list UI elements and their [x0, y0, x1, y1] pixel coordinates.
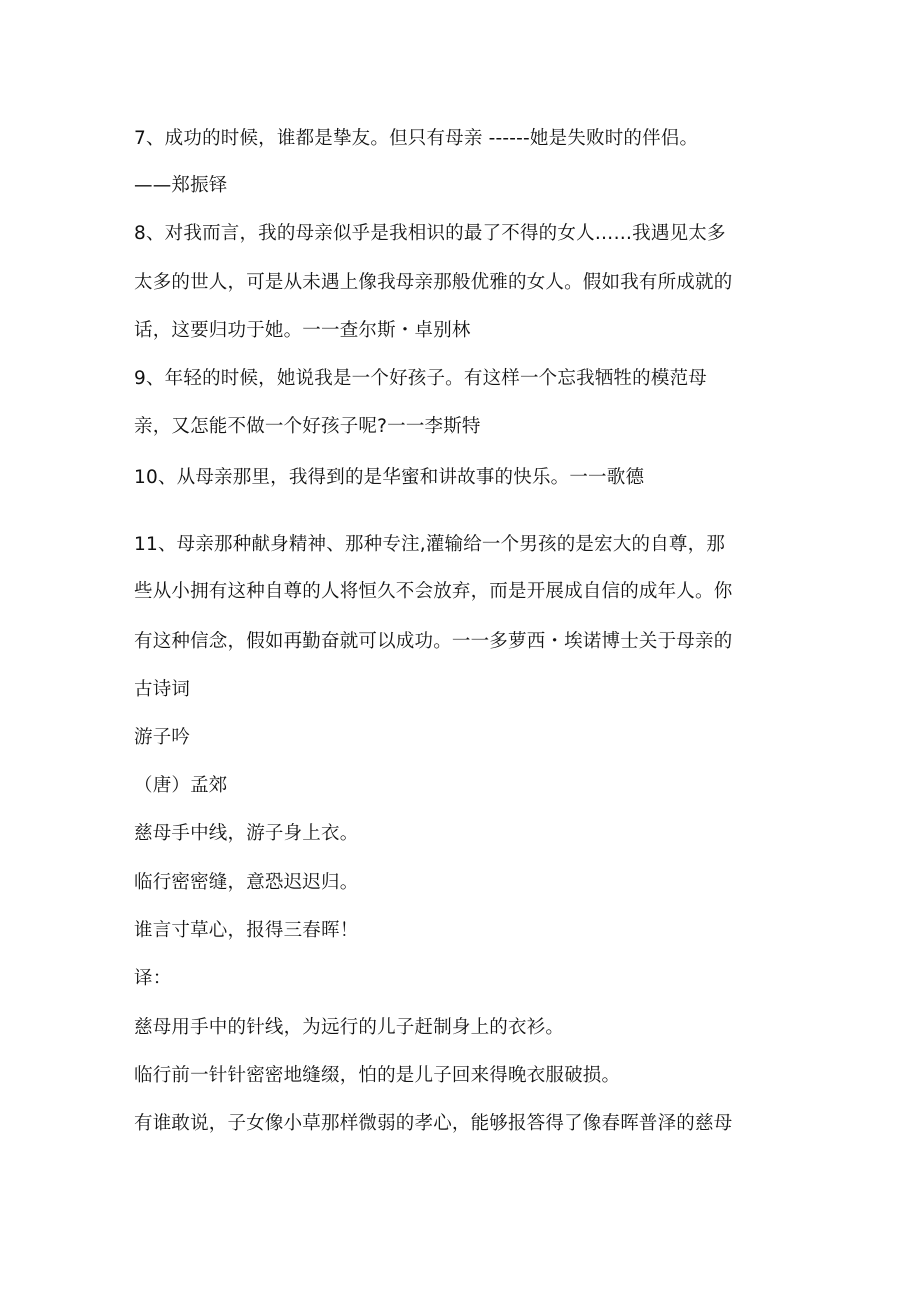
text-line: 有这种信念，假如再勤奋就可以成功。一一多萝西・埃诺博士关于母亲的: [134, 631, 733, 652]
text-line: 译：: [134, 968, 172, 989]
text-line: 临行密密缝，意恐迟迟归。: [134, 872, 359, 893]
text-line: 些从小拥有这种自尊的人将恒久不会放弃，而是开展成自信的成年人。你: [134, 581, 733, 602]
text-line: ——郑振铎: [134, 175, 228, 196]
text-line: 8、对我而言，我的母亲似乎是我相识的最了不得的女人……我遇见太多: [134, 223, 726, 244]
text-line: 9、年轻的时候，她说我是一个好孩子。有这样一个忘我牺牲的模范母: [134, 368, 707, 389]
text-line: 慈母手中线，游子身上衣。: [134, 823, 359, 844]
text-line: 临行前一针针密密地缝缀，怕的是儿子回来得晚衣服破损。: [134, 1065, 621, 1086]
text-line: 慈母用手中的针线，为远行的儿子赶制身上的衣衫。: [134, 1017, 565, 1038]
text-line: 谁言寸草心，报得三春晖！: [134, 920, 359, 941]
text-line: 亲，又怎能不做一个好孩子呢?一一李斯特: [134, 416, 481, 437]
text-line: 太多的世人，可是从未遇上像我母亲那般优雅的女人。假如我有所成就的: [134, 272, 733, 293]
text-line: 游子吟: [134, 727, 191, 748]
text-line: 10、从母亲那里，我得到的是华蜜和讲故事的快乐。一一歌德: [134, 467, 645, 488]
text-line: 7、成功的时候，谁都是挚友。但只有母亲 ------她是失败时的伴侣。: [134, 128, 699, 149]
text-line: 话，这要归功于她。一一查尔斯・卓别林: [134, 320, 471, 341]
text-line: 11、母亲那种献身精神、那种专注,灌输给一个男孩的是宏大的自尊，那: [134, 534, 726, 555]
text-line: （唐）孟郊: [134, 775, 228, 796]
text-line: 有谁敢说，子女像小草那样微弱的孝心，能够报答得了像春晖普泽的慈母: [134, 1113, 733, 1134]
text-line: 古诗词: [134, 679, 191, 700]
